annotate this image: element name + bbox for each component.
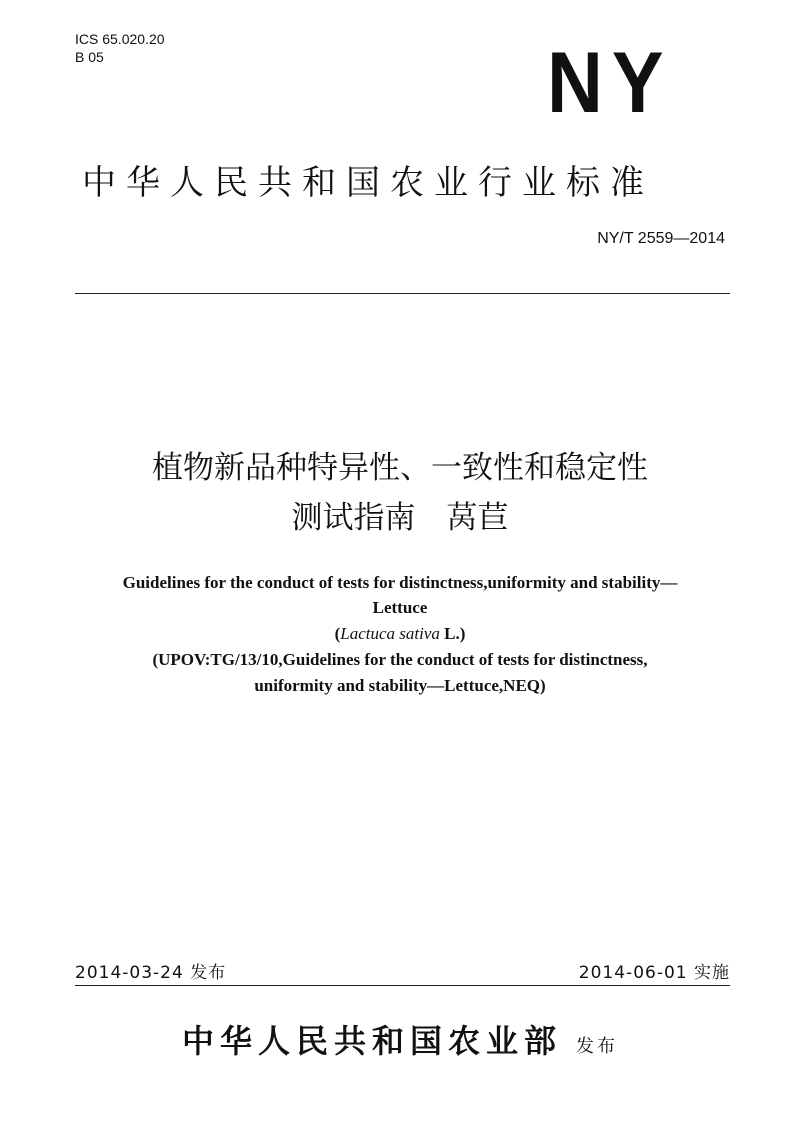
cn-title-line-2: 测试指南 莴苣 [291, 500, 509, 536]
latin-name-open: ( [334, 624, 341, 643]
en-title-line-4: (UPOV:TG/13/10,Guidelines for the conduct of tests for distinctness, [152, 650, 648, 669]
top-divider [75, 293, 730, 294]
cn-title-line-1: 植物新品种特异性、一致性和稳定性 [152, 450, 648, 486]
issuer-org: 中华人民共和国农业部 [181, 1022, 562, 1060]
standard-number: NY/T 2559—2014 [597, 230, 725, 247]
ccs-code: B 05 [75, 49, 104, 65]
en-title-line-2: Lettuce [372, 598, 428, 617]
bottom-divider [75, 985, 730, 986]
en-title-line-3 [0, 622, 800, 646]
ny-logo: NY [546, 35, 672, 131]
en-title-line-5: uniformity and stability—Lettuce,NEQ) [254, 676, 546, 695]
ics-code: ICS 65.020.20 [75, 31, 165, 47]
issuer-action: 发布 [576, 1036, 618, 1057]
classification-codes [75, 30, 165, 66]
implementation-date: 2014-06-01 实施 [578, 963, 730, 983]
en-title-line-1: Guidelines for the conduct of tests for distinctness,uniformity and stability— [122, 573, 678, 592]
issue-date: 2014-03-24 发布 [75, 963, 227, 983]
latin-name-close: L.) [439, 624, 466, 643]
latin-name-italic: Lactuca sativa [340, 624, 440, 643]
standard-category-title: 中华人民共和国农业行业标准 [82, 163, 654, 203]
issuer [0, 1016, 800, 1062]
